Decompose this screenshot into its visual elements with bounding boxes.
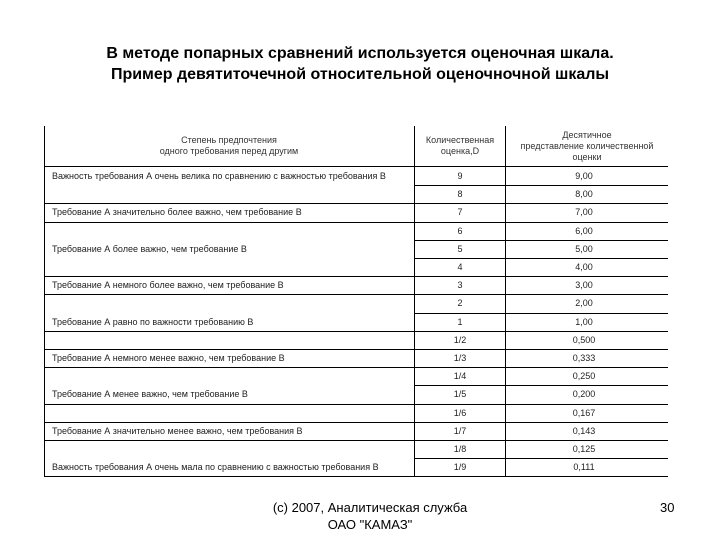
score-cell: 1/2 [453, 334, 467, 345]
group-divider [44, 440, 414, 441]
decimal-cell: 0,143 [572, 425, 596, 436]
preference-description: Важность требования А очень велика по сравнению с важностью требования В [52, 171, 386, 181]
header-score-line: оценка,D [440, 146, 480, 156]
preference-description: Важность требования А очень мала по сравнению с важностью требования В [52, 462, 379, 473]
decimal-cell: 3,00 [575, 280, 593, 291]
title-line-1: В методе попарных сравнений используется оценочная шкала. [106, 45, 614, 62]
score-cell: 5 [457, 243, 463, 254]
group-divider [44, 203, 414, 204]
preference-description: Требование А равно по важности требованию В [52, 316, 254, 327]
decimal-cell: 0,250 [572, 371, 596, 382]
score-cell: 1/6 [453, 407, 467, 418]
header-preference [44, 126, 414, 167]
row-divider [414, 313, 668, 314]
group-divider [44, 476, 414, 477]
decimal-cell: 0,500 [572, 334, 596, 345]
decimal-cell: 0,111 [573, 462, 595, 473]
preference-description: Требование А значительно менее важно, чем требования В [52, 425, 303, 436]
row-divider [414, 422, 668, 423]
footer-line-2: ОАО "КАМАЗ" [327, 517, 413, 532]
decimal-cell: 7,00 [575, 207, 593, 218]
group-divider [44, 404, 414, 405]
row-divider [414, 258, 668, 259]
score-cell: 3 [457, 280, 463, 291]
row-divider [414, 331, 668, 332]
decimal-cell: 0,200 [572, 389, 596, 400]
rating-scale-table [44, 126, 668, 476]
row-divider [414, 458, 668, 459]
score-cell: 6 [457, 225, 463, 236]
row-divider [414, 276, 668, 277]
row-divider [414, 476, 668, 477]
row-divider [414, 203, 668, 204]
decimal-cell: 8,00 [575, 189, 593, 200]
footer-line-1: (c) 2007, Аналитическая служба [272, 500, 468, 515]
decimal-cell: 4,00 [575, 262, 593, 272]
row-divider [414, 294, 668, 295]
preference-description: Требование А немного более важно, чем требование В [52, 280, 284, 291]
row-divider [414, 367, 668, 368]
score-cell: 1/3 [453, 353, 467, 363]
group-divider [44, 367, 414, 368]
row-divider [414, 185, 668, 186]
header-decimal-line: представление количественной [520, 140, 654, 151]
score-cell: 1/9 [453, 462, 467, 473]
column-divider [414, 126, 415, 476]
decimal-cell: 0,333 [572, 353, 596, 363]
row-divider [414, 385, 668, 386]
row-divider [414, 222, 668, 223]
header-score [415, 126, 505, 167]
row-divider [414, 404, 668, 405]
footer-copyright [220, 499, 520, 533]
score-cell: 1 [457, 316, 463, 327]
group-divider [44, 276, 414, 277]
table-border-left [44, 126, 45, 476]
group-divider [44, 331, 414, 332]
decimal-cell: 9,00 [575, 171, 593, 181]
score-cell: 7 [457, 207, 463, 218]
score-cell: 4 [457, 262, 463, 272]
group-divider [44, 422, 414, 423]
score-cell: 2 [457, 298, 463, 309]
header-preference-line: Степень предпочтения [181, 135, 277, 145]
decimal-cell: 0,167 [572, 407, 596, 418]
decimal-cell: 5,00 [575, 243, 593, 254]
decimal-cell: 1,00 [575, 316, 593, 327]
title-line-2: Пример девятиточечной относительной оценочночной шкалы [110, 66, 610, 83]
row-divider [414, 440, 668, 441]
row-divider [414, 240, 668, 241]
header-preference-line: одного требования перед другим [159, 146, 299, 156]
group-divider [44, 294, 414, 295]
header-decimal-line: Десятичное [562, 129, 612, 140]
group-divider [44, 349, 414, 350]
preference-description: Требование А немного менее важно, чем требование В [52, 353, 285, 363]
header-decimal [506, 126, 668, 167]
decimal-cell: 0,125 [572, 444, 596, 454]
score-cell: 1/5 [453, 389, 467, 400]
score-cell: 9 [457, 171, 463, 181]
preference-description: Требование А значительно более важно, чем требование В [52, 207, 302, 218]
row-divider [414, 349, 668, 350]
group-divider [44, 222, 414, 223]
header-score-line: Количественная [425, 135, 495, 145]
score-cell: 1/8 [453, 444, 467, 454]
preference-description: Требование А менее важно, чем требование В [52, 389, 248, 400]
page-number: 30 [660, 500, 675, 515]
slide-title [30, 43, 690, 85]
column-divider [505, 126, 506, 476]
preference-description: Требование А более важно, чем требование В [52, 243, 247, 254]
decimal-cell: 6,00 [575, 225, 593, 236]
decimal-cell: 2,00 [575, 298, 593, 309]
header-decimal-line: оценки [572, 151, 602, 162]
score-cell: 1/7 [453, 425, 467, 436]
score-cell: 1/4 [453, 371, 467, 382]
score-cell: 8 [457, 189, 463, 200]
